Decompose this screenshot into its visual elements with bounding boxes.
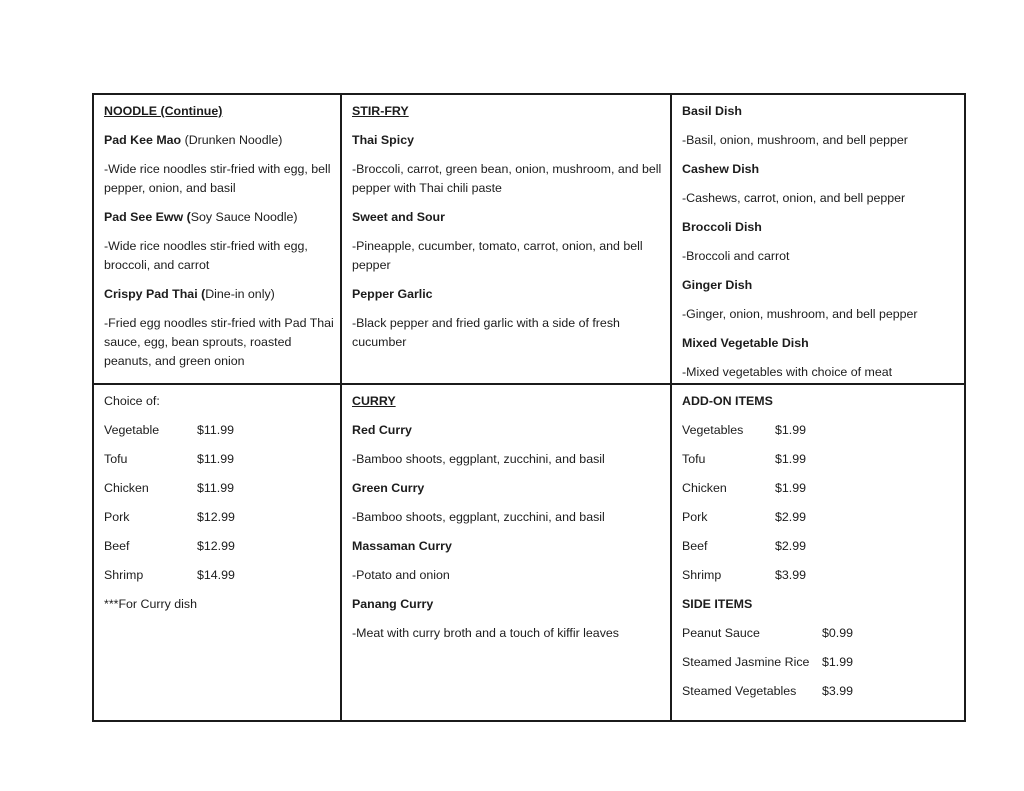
price-value: $3.99 <box>822 684 854 698</box>
price-label: Peanut Sauce <box>682 626 760 640</box>
section-heading: CURRY <box>352 394 396 408</box>
price-row <box>104 508 336 527</box>
dish-description: -Fried egg noodles stir-fried with Pad Thai sauce, egg, bean sprouts, roasted peanuts, and green onion <box>104 316 334 368</box>
dish-name: Massaman Curry <box>352 539 452 553</box>
price-value: $2.99 <box>775 510 807 524</box>
price-label: Beef <box>104 539 130 553</box>
menu-cell-noodle <box>94 95 342 385</box>
price-row <box>104 450 336 469</box>
price-label: Steamed Jasmine Rice <box>682 655 810 669</box>
price-label: Vegetable <box>104 423 160 437</box>
dish-name: Panang Curry <box>352 597 434 611</box>
price-label: Vegetables <box>682 423 744 437</box>
menu-table <box>92 93 966 722</box>
price-label: Tofu <box>682 452 706 466</box>
price-label: Pork <box>104 510 130 524</box>
price-label: Tofu <box>104 452 128 466</box>
dish-name: Broccoli Dish <box>682 220 762 234</box>
price-label: Chicken <box>104 481 149 495</box>
price-row <box>682 450 960 469</box>
price-value: $11.99 <box>197 423 234 437</box>
price-label: Chicken <box>682 481 727 495</box>
price-value: $3.99 <box>775 568 807 582</box>
dish-description: -Wide rice noodles stir-fried with egg, bell pepper, onion, and basil <box>104 162 331 195</box>
dish-description: -Basil, onion, mushroom, and bell pepper <box>682 133 908 147</box>
price-row <box>682 421 960 440</box>
price-value: $11.99 <box>197 452 234 466</box>
side-heading: SIDE ITEMS <box>682 597 753 611</box>
price-row <box>682 653 960 672</box>
dish-description: -Bamboo shoots, eggplant, zucchini, and basil <box>352 510 605 524</box>
dish-description: -Broccoli and carrot <box>682 249 790 263</box>
dish-description: -Ginger, onion, mushroom, and bell pepper <box>682 307 918 321</box>
price-label: Steamed Vegetables <box>682 684 797 698</box>
dish-name: Red Curry <box>352 423 412 437</box>
price-value: $1.99 <box>775 423 807 437</box>
dish-name: Pad See Eww (Soy Sauce Noodle) <box>104 210 298 224</box>
price-label: Pork <box>682 510 708 524</box>
price-value: $12.99 <box>197 539 235 553</box>
price-row <box>682 479 960 498</box>
price-row <box>682 537 960 556</box>
price-value: $2.99 <box>775 539 807 553</box>
curry-note: ***For Curry dish <box>104 597 197 611</box>
dish-name: Crispy Pad Thai (Dine-in only) <box>104 287 275 301</box>
dish-name: Pad Kee Mao (Drunken Noodle) <box>104 133 283 147</box>
price-value: $14.99 <box>197 568 235 582</box>
dish-description: -Mixed vegetables with choice of meat <box>682 365 893 379</box>
dish-description: -Cashews, carrot, onion, and bell pepper <box>682 191 906 205</box>
price-row <box>682 624 960 643</box>
dish-name: Ginger Dish <box>682 278 753 292</box>
price-value: $11.99 <box>197 481 234 495</box>
dish-description: -Bamboo shoots, eggplant, zucchini, and basil <box>352 452 605 466</box>
menu-cell-addons <box>672 385 964 720</box>
price-row <box>104 421 336 440</box>
price-value: $1.99 <box>822 655 854 669</box>
dish-name: Thai Spicy <box>352 133 414 147</box>
price-row <box>104 537 336 556</box>
price-row <box>682 566 960 585</box>
dish-name: Basil Dish <box>682 104 742 118</box>
price-value: $0.99 <box>822 626 854 640</box>
dish-description: -Meat with curry broth and a touch of kiffir leaves <box>352 626 619 640</box>
dish-description: -Pineapple, cucumber, tomato, carrot, onion, and bell pepper <box>352 239 643 272</box>
price-value: $1.99 <box>775 452 807 466</box>
dish-description: -Broccoli, carrot, green bean, onion, mushroom, and bell pepper with Thai chili paste <box>352 162 662 195</box>
menu-cell-curry <box>342 385 672 720</box>
price-row <box>682 508 960 527</box>
dish-name: Mixed Vegetable Dish <box>682 336 809 350</box>
price-row <box>104 479 336 498</box>
section-heading: NOODLE (Continue) <box>104 104 223 118</box>
dish-name: Pepper Garlic <box>352 287 433 301</box>
menu-cell-choice <box>94 385 342 720</box>
addon-heading: ADD-ON ITEMS <box>682 394 773 408</box>
menu-cell-stirfry <box>342 95 672 385</box>
price-label: Beef <box>682 539 708 553</box>
price-value: $12.99 <box>197 510 235 524</box>
menu-cell-veggie-dishes <box>672 95 964 385</box>
dish-description: -Potato and onion <box>352 568 450 582</box>
dish-name: Sweet and Sour <box>352 210 445 224</box>
price-label: Shrimp <box>104 568 144 582</box>
dish-description: -Wide rice noodles stir-fried with egg, broccoli, and carrot <box>104 239 308 272</box>
choice-title: Choice of: <box>104 394 160 408</box>
price-label: Shrimp <box>682 568 722 582</box>
price-row <box>104 566 336 585</box>
section-heading: STIR-FRY <box>352 104 409 118</box>
dish-name: Cashew Dish <box>682 162 760 176</box>
dish-description: -Black pepper and fried garlic with a side of fresh cucumber <box>352 316 620 349</box>
price-row <box>682 682 960 701</box>
price-value: $1.99 <box>775 481 807 495</box>
dish-name: Green Curry <box>352 481 425 495</box>
